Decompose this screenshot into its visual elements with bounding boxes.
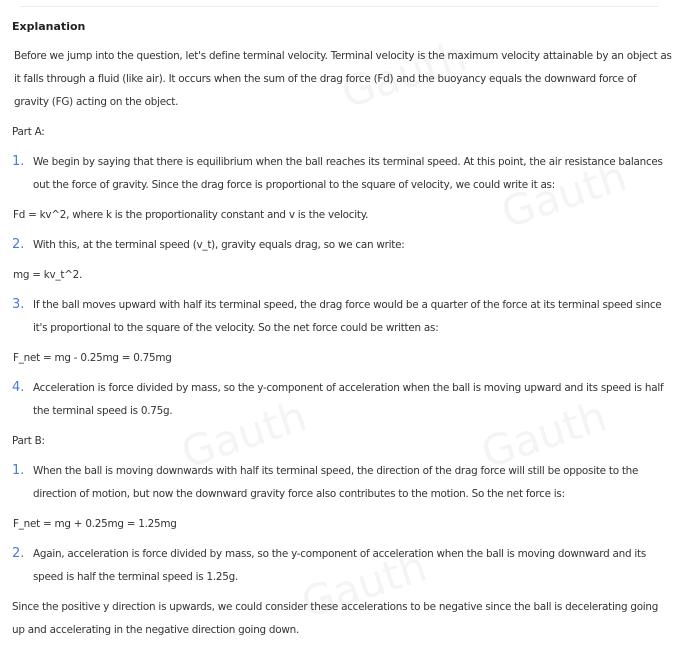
step-text: When the ball is moving downwards with half its terminal speed, the direction of the drag force will still be opposite to the direction of motion, but now the downward gravity force also contributes to the motion. So the net force is: — [33, 465, 639, 500]
watermark-logo: Gauth — [495, 151, 633, 238]
top-divider — [20, 6, 658, 7]
conclusion-paragraph: Since the positive y direction is upwards, we could consider these accelerations to be negative since the ball is decelerating going up and accelerating in the negative direction going down. — [12, 601, 659, 636]
part-a-step-4 — [12, 377, 672, 423]
part-a-step-1 — [12, 151, 672, 197]
formula-net-force-down: F_net = mg + 0.25mg = 1.25mg — [13, 518, 177, 530]
formula-net-force-up: F_net = mg - 0.25mg = 0.75mg — [13, 352, 172, 364]
step-text: Acceleration is force divided by mass, so the y-component of acceleration when the ball is moving upward and its speed is half the terminal speed is 0.75g. — [33, 382, 664, 417]
watermark-logo: Gauth — [295, 541, 433, 628]
intro-paragraph: Before we jump into the question, let's define terminal velocity. Terminal velocity is the maximum velocity attainable by an object as it falls through a fluid (like air). It occurs when the sum of the drag force (Fd) and the buoyancy equals the downward force of gravity (FG) acting on the object. — [14, 50, 672, 108]
explanation-section — [12, 19, 672, 649]
formula-drag: Fd = kv^2, where k is the proportionality constant and v is the velocity. — [13, 209, 369, 221]
step-number: 1. — [12, 154, 25, 169]
part-b-heading: Part B: — [12, 435, 45, 447]
formula-equilibrium: mg = kv_t^2. — [13, 269, 83, 281]
explanation-title: Explanation — [12, 20, 86, 33]
step-text: We begin by saying that there is equilibrium when the ball reaches its terminal speed. At this point, the air resistance balances out the force of gravity. Since the drag force is proportional to the square of velocity, we could write it as: — [33, 156, 663, 191]
step-number: 2. — [12, 237, 25, 252]
step-number: 3. — [12, 297, 25, 312]
watermark-logo: Gauth — [175, 391, 313, 478]
step-text: If the ball moves upward with half its terminal speed, the drag force would be a quarter of the force at its terminal speed since it's proportional to the square of the velocity. So the net force could be written as: — [33, 299, 662, 334]
step-text: With this, at the terminal speed (v_t), gravity equals drag, so we can write: — [33, 239, 405, 251]
step-number: 1. — [12, 463, 25, 478]
step-text: Again, acceleration is force divided by mass, so the y-component of acceleration when the ball is moving downward and its speed is half the terminal speed is 1.25g. — [33, 548, 646, 583]
watermark-logo: Gauth — [335, 31, 473, 118]
step-number: 4. — [12, 380, 25, 395]
part-a-heading: Part A: — [12, 126, 45, 138]
part-b-step-2 — [12, 543, 672, 589]
part-a-step-2 — [12, 234, 672, 257]
step-number: 2. — [12, 546, 25, 561]
part-b-step-1 — [12, 460, 672, 506]
part-a-step-3 — [12, 294, 672, 340]
watermark-logo: Gauth — [475, 391, 613, 478]
